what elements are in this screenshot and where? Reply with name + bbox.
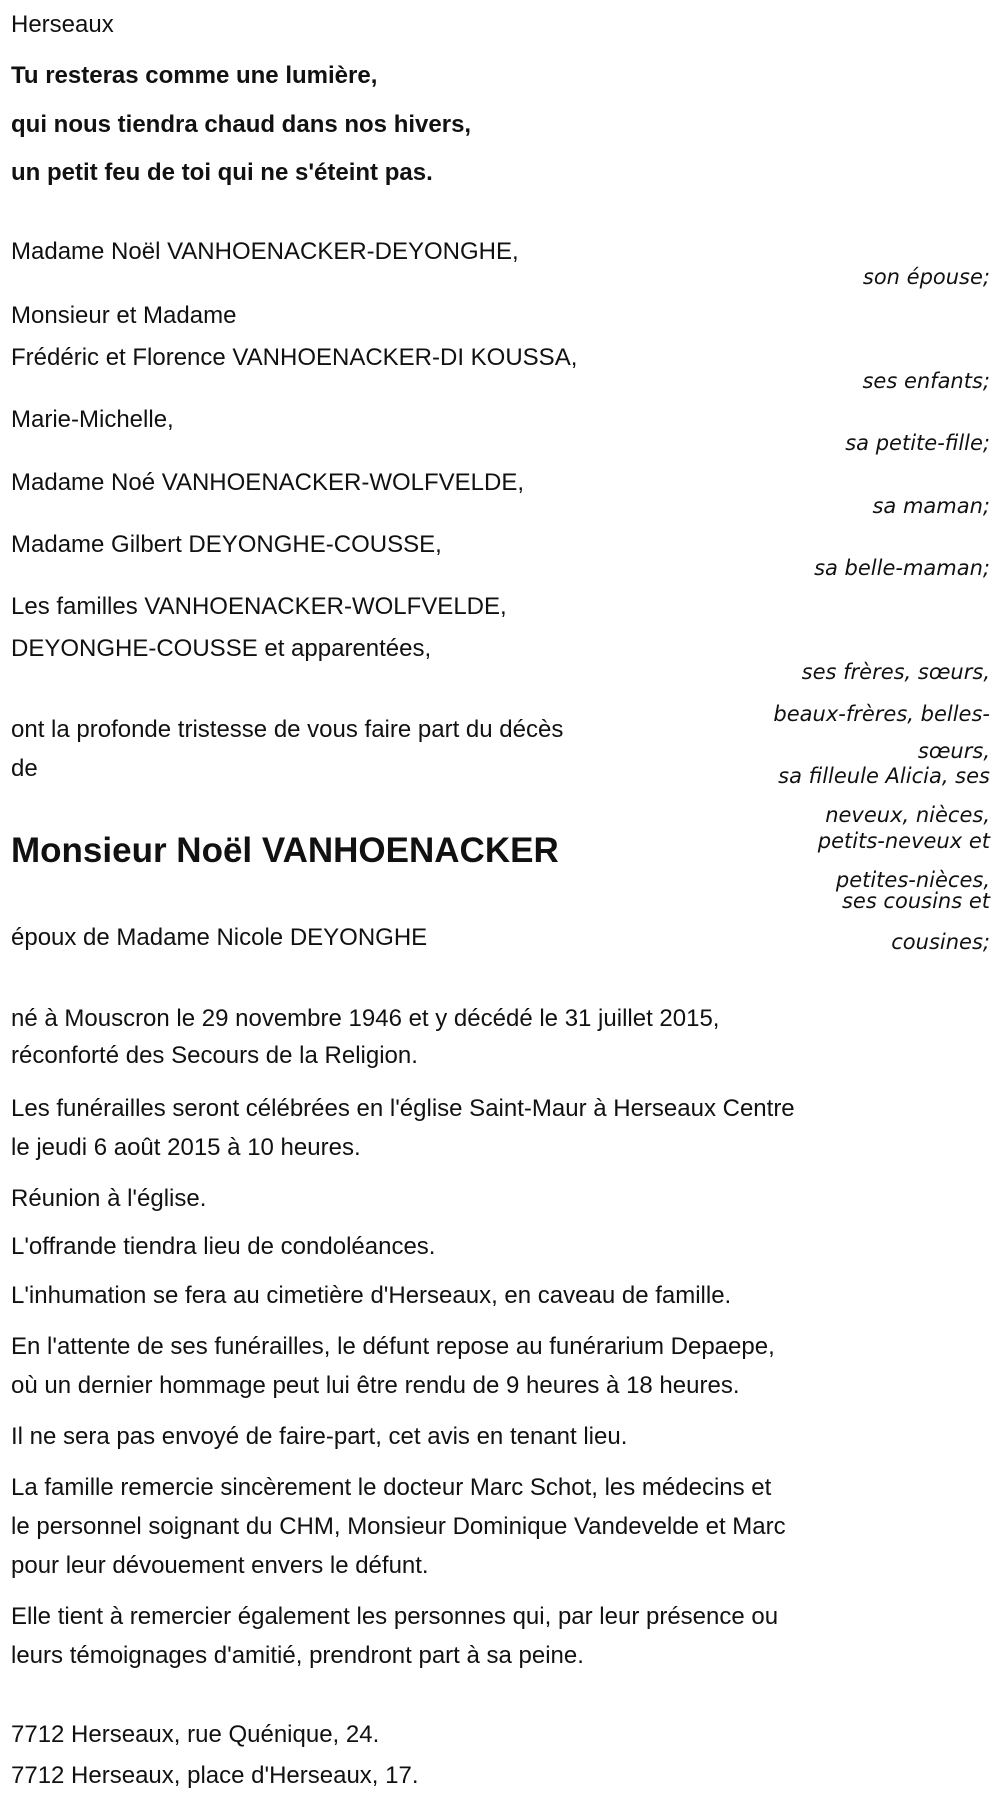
- body-line: Il ne sera pas envoyé de faire-part, cet avis en tenant lieu.: [11, 1423, 628, 1450]
- family-relation: petites-nièces,: [835, 868, 990, 892]
- family-relation: cousines;: [891, 930, 990, 954]
- body-line: L'inhumation se fera au cimetière d'Herseaux, en caveau de famille.: [11, 1282, 732, 1309]
- locality: Herseaux: [11, 11, 114, 38]
- body-line: né à Mouscron le 29 novembre 1946 et y décédé le 31 juillet 2015,: [11, 1005, 720, 1032]
- body-line: le jeudi 6 août 2015 à 10 heures.: [11, 1134, 361, 1161]
- family-relation: ses enfants;: [862, 369, 990, 393]
- family-relation: petits-neveux et: [817, 829, 990, 853]
- body-line: Elle tient à remercier également les personnes qui, par leur présence ou: [11, 1603, 779, 1630]
- family-name: Madame Gilbert DEYONGHE-COUSSE,: [11, 531, 442, 558]
- family-name: Madame Noël VANHOENACKER-DEYONGHE,: [11, 238, 519, 265]
- family-name: Madame Noé VANHOENACKER-WOLFVELDE,: [11, 469, 525, 496]
- family-name: Les familles VANHOENACKER-WOLFVELDE,: [11, 593, 507, 620]
- announcement: ont la profonde tristesse de vous faire part du décès: [11, 716, 564, 743]
- body-line: Réunion à l'église.: [11, 1185, 207, 1212]
- body-line: Les funérailles seront célébrées en l'église Saint-Maur à Herseaux Centre: [11, 1095, 795, 1122]
- spouse-line: époux de Madame Nicole DEYONGHE: [11, 924, 428, 951]
- address: 7712 Herseaux, place d'Herseaux, 17.: [11, 1762, 419, 1789]
- family-name: Marie-Michelle,: [11, 406, 174, 433]
- family-relation: neveux, nièces,: [825, 803, 990, 827]
- body-line: le personnel soignant du CHM, Monsieur Dominique Vandevelde et Marc: [11, 1513, 786, 1540]
- poem-line: qui nous tiendra chaud dans nos hivers,: [11, 111, 472, 138]
- poem-line: un petit feu de toi qui ne s'éteint pas.: [11, 159, 433, 186]
- family-relation: sœurs,: [917, 739, 990, 763]
- family-name: Frédéric et Florence VANHOENACKER-DI KOUSSA,: [11, 344, 578, 371]
- family-relation: sa maman;: [872, 494, 990, 518]
- family-relation: ses cousins et: [841, 889, 990, 913]
- family-name: DEYONGHE-COUSSE et apparentées,: [11, 635, 432, 662]
- family-relation: beaux-frères, belles-: [773, 702, 990, 726]
- family-relation: ses frères, sœurs,: [801, 660, 990, 684]
- family-relation: sa petite-fille;: [845, 431, 990, 455]
- body-line: La famille remercie sincèrement le docteur Marc Schot, les médecins et: [11, 1474, 772, 1501]
- family-relation: sa belle-maman;: [814, 556, 990, 580]
- body-line: pour leur dévouement envers le défunt.: [11, 1552, 429, 1579]
- announcement: de: [11, 755, 38, 782]
- body-line: leurs témoignages d'amitié, prendront part à sa peine.: [11, 1642, 584, 1669]
- deceased-name: Monsieur Noël VANHOENACKER: [11, 831, 559, 870]
- family-name: Monsieur et Madame: [11, 302, 237, 329]
- family-relation: son épouse;: [862, 265, 990, 289]
- poem-line: Tu resteras comme une lumière,: [11, 62, 378, 89]
- body-line: En l'attente de ses funérailles, le défunt repose au funérarium Depaepe,: [11, 1333, 775, 1360]
- body-line: réconforté des Secours de la Religion.: [11, 1042, 418, 1069]
- body-line: où un dernier hommage peut lui être rendu de 9 heures à 18 heures.: [11, 1372, 740, 1399]
- body-line: L'offrande tiendra lieu de condoléances.: [11, 1233, 436, 1260]
- address: 7712 Herseaux, rue Quénique, 24.: [11, 1721, 380, 1748]
- family-relation: sa filleule Alicia, ses: [778, 764, 990, 788]
